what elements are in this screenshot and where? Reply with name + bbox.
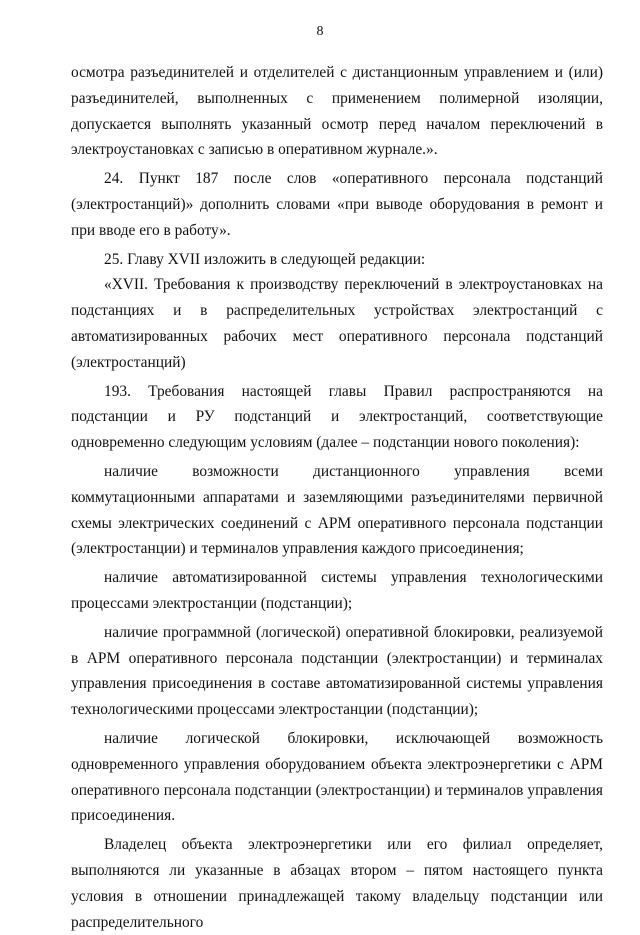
paragraph-continuation: осмотра разъединителей и отделителей с дистанционным управлением и (или) разъединителей, выполненных с применением полимерной изоляции, допускается выполнять указанный осмотр перед началом переключений в электроустановках с записью в оперативном журнале.».: [71, 64, 603, 159]
condition-acs: наличие автоматизированной системы управления технологическими процессами электростанции (подстанции);: [71, 569, 603, 612]
paragraph-item-25: 25. Главу XVII изложить в следующей редакции:: [104, 250, 426, 268]
chapter-heading: «XVII. Требования к производству переключений в электроустановках на подстанциях и в распределительных устройствах электростанций с автоматизированных рабочих мест оперативного персонала подстанций (электростанций): [71, 276, 603, 371]
document-body: [71, 60, 603, 935]
condition-logic-interlock: наличие логической блокировки, исключающей возможность одновременного управления оборудованием объекта электроэнергетики с АРМ оперативного персонала подстанции (электростанции) и терминалов управления присоединения.: [71, 729, 603, 825]
condition-program-interlock: наличие программной (логической) оперативной блокировки, реализуемой в АРМ оперативного персонала подстанции (электростанции) и терминалах управления присоединения в составе автоматизированной системы управления технологическими процессами электростанции (подстанции);: [71, 623, 603, 719]
paragraph-item-24: 24. Пункт 187 после слов «оперативного персонала подстанций (электростанций)» дополнить словами «при выводе оборудования в ремонт и при вводе его в работу».: [71, 170, 603, 239]
page-number: 8: [316, 24, 324, 39]
condition-remote-control: наличие возможности дистанционного управления всеми коммутационными аппаратами и заземляющими разъединителями первичной схемы электрических соединений с АРМ оперативного персонала подстанции (электростанции) и терминалов управления каждого присоединения;: [71, 462, 603, 558]
paragraph-193: 193. Требования настоящей главы Правил распространяются на подстанции и РУ подстанций и электростанций, соответствующие одновременно следующим условиям (далее – подстанции нового поколения):: [71, 382, 603, 452]
paragraph-owner-determines: Владелец объекта электроэнергетики или его филиал определяет, выполняются ли указанные в абзацах втором – пятом настоящего пункта условия в отношении принадлежащей такому владельцу подстанции или распределительного: [71, 836, 603, 931]
